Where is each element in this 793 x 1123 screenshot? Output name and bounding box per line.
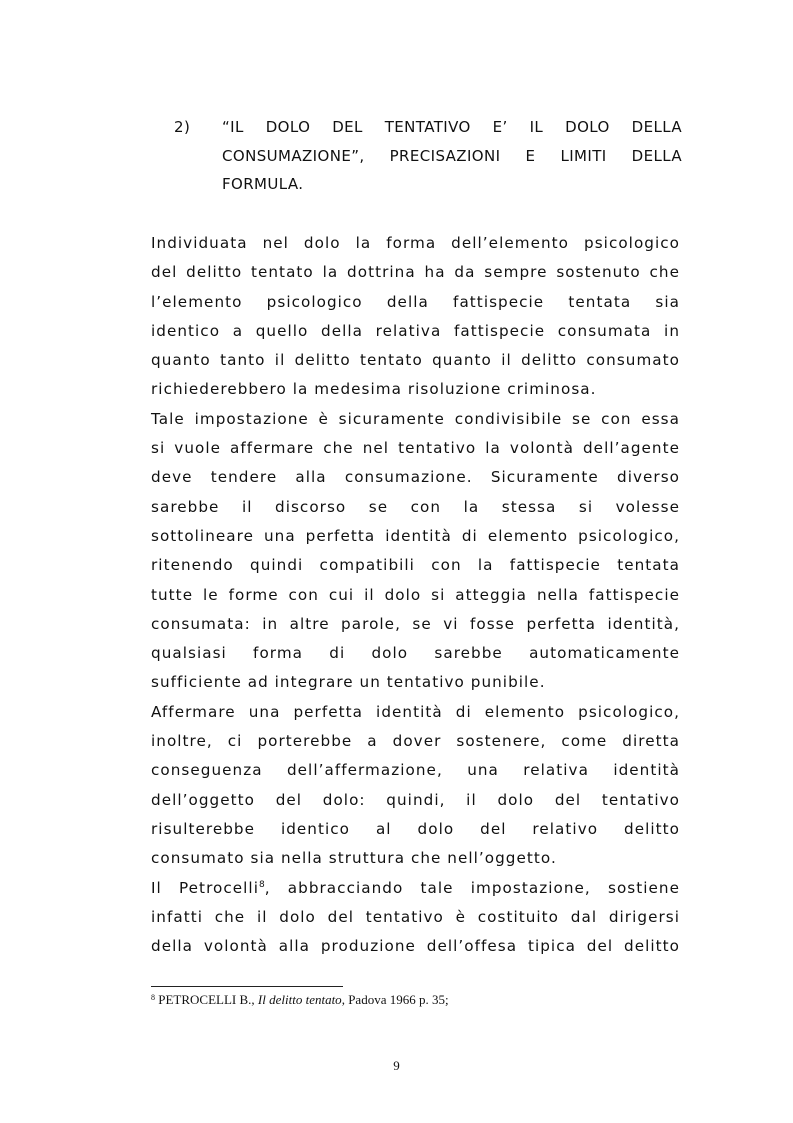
section-title-line: CONSUMAZIONE”, PRECISAZIONI E LIMITI DELLA — [222, 146, 682, 165]
text-line: si vuole affermare che nel tentativo la volontà dell’agente — [151, 439, 680, 458]
text-line: Tale impostazione è sicuramente condivisibile se con essa — [151, 409, 680, 428]
footnote-reference[interactable]: 8 — [258, 879, 265, 890]
footnote-number: 8 — [151, 993, 155, 1002]
text-line: risulterebbe identico al dolo del relativo delitto — [151, 819, 680, 838]
text-line: ritenendo quindi compatibili con la fattispecie tentata — [151, 556, 680, 575]
text-line: deve tendere alla consumazione. Sicuramente diverso — [151, 468, 680, 487]
text-line: dell’oggetto del dolo: quindi, il dolo del tentativo — [151, 790, 680, 809]
text-line: consumata: in altre parole, se vi fosse perfetta identità, — [151, 614, 680, 633]
text-line: del delitto tentato la dottrina ha da sempre sostenuto che — [151, 263, 680, 282]
text-line-with-footnote-ref — [151, 874, 680, 903]
text-line: consumato sia nella struttura che nell’oggetto. — [151, 849, 557, 868]
text-line: qualsiasi forma di dolo sarebbe automaticamente — [151, 644, 680, 663]
text-line: Individuata nel dolo la forma dell’elemento psicologico — [151, 234, 680, 252]
text-line: infatti che il dolo del tentativo è costituito dal dirigersi — [151, 907, 680, 926]
footnote-author: PETROCELLI B., — [158, 992, 255, 1007]
body-paragraphs — [151, 229, 680, 961]
text-line: inoltre, ci porterebbe a dover sostenere, come diretta — [151, 732, 680, 751]
footnote-title: Il delitto tentato — [257, 992, 342, 1007]
section-title-line: FORMULA. — [222, 175, 304, 193]
text-line: Affermare una perfetta identità di elemento psicologico, — [151, 702, 680, 721]
text-line: quanto tanto il delitto tentato quanto il delitto consumato — [151, 351, 680, 370]
petrocelli-name: Il Petrocelli — [151, 878, 259, 897]
text-line: conseguenza dell’affermazione, una relativa identità — [151, 761, 680, 780]
section-title-line: “IL DOLO DEL TENTATIVO E’ IL DOLO DELLA — [222, 118, 682, 136]
petrocelli-rest: , abbracciando tale impostazione, sostiene — [264, 878, 680, 897]
section-title — [222, 113, 682, 199]
text-line: l’elemento psicologico della fattispecie tentata sia — [151, 292, 680, 311]
footnote-rest: , Padova 1966 p. 35; — [341, 992, 449, 1007]
text-line: della volontà alla produzione dell’offesa tipica del delitto — [151, 937, 680, 956]
text-line: sottolineare una perfetta identità di elemento psicologico, — [151, 526, 680, 545]
text-line: sufficiente ad integrare un tentativo punibile. — [151, 673, 546, 692]
footnote — [151, 992, 449, 1008]
section-number: 2) — [174, 118, 191, 136]
text-line: richiederebbero la medesima risoluzione criminosa. — [151, 380, 597, 399]
page-number: 9 — [393, 1058, 400, 1073]
footnote-separator — [151, 986, 343, 987]
text-line: identico a quello della relativa fattispecie consumata in — [151, 321, 680, 340]
text-line: sarebbe il discorso se con la stessa si volesse — [151, 497, 680, 516]
text-line: tutte le forme con cui il dolo si atteggia nella fattispecie — [151, 585, 680, 604]
